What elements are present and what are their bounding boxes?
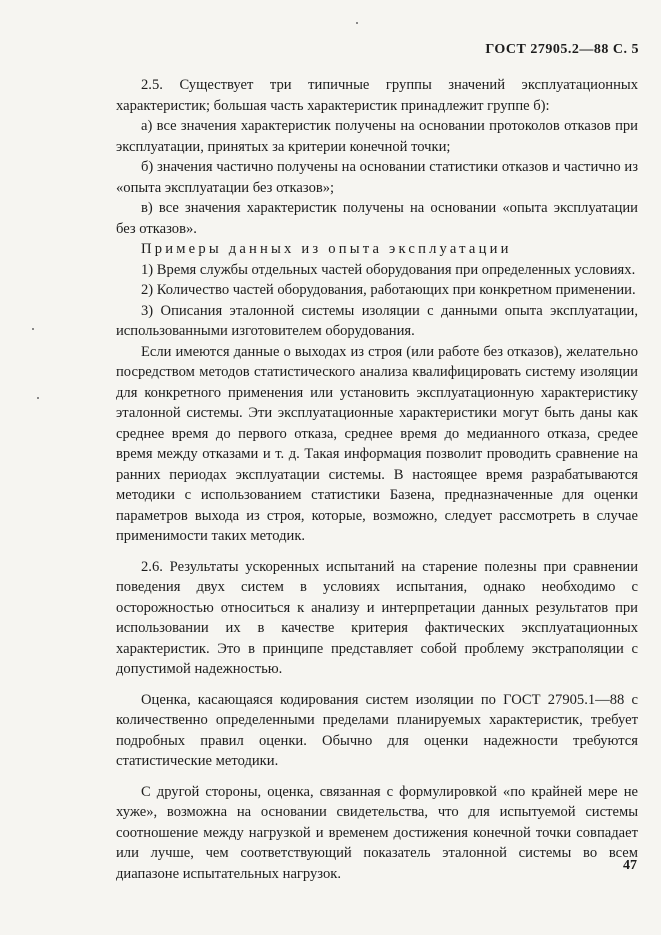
list-item-b: б) значения частично получены на основании статистики отказов и частично из «опыта эксплуатации без отказов»; [116,159,638,196]
paragraph-evaluation: Оценка, касающаяся кодирования систем изоляции по ГОСТ 27905.1—88 с количественно определенными пределами планируемых характеристик, требует подробных правил оценки. Обычно для оценки надежности требуются статистические методики. [116,691,638,769]
list-item-v: в) все значения характеристик получены на основании «опыта эксплуатации без отказов». [116,200,638,237]
paragraph-2-6: 2.6. Результаты ускоренных испытаний на старение полезны при сравнении поведения двух систем в условиях испытания, однако необходимо с осторожностью относиться к анализу и интерпретации данных результатов при использовании их в качестве критерия фактических эксплуатационных характеристик. Это в принципе представляет собой проблему экстраполяции с допустимой надежностью. [116,558,638,677]
scan-speck [32,328,34,330]
examples-heading: Примеры данных из опыта эксплуатации [141,241,512,257]
paragraph-2-5: 2.5. Существует три типичные группы значений эксплуатационных характеристик; большая часть характеристик принадлежит группе б): [116,77,638,114]
page-number: 47 [623,858,637,873]
paragraph-other-side: С другой стороны, оценка, связанная с формулировкой «по крайней мере не хуже», возможна на основании свидетельства, что для испытуемой системы соотношение между нагрузкой и временем достижения конечной точки совпадает или лучше, чем соответствующий показатель эталонной системы во всем диапазоне испытательных нагрузок. [116,783,638,882]
page-header: ГОСТ 27905.2—88 С. 5 [485,42,639,57]
document-body [116,75,638,884]
example-3: 3) Описания эталонной системы изоляции с данными опыта эксплуатации, использованными изготовителем оборудования. [116,302,638,339]
example-1: 1) Время службы отдельных частей оборудования при определенных условиях. [141,261,636,278]
scan-speck [356,22,358,24]
scan-speck [37,397,39,399]
list-item-a: а) все значения характеристик получены на основании протоколов отказов при эксплуатации, принятых за критерии конечной точки; [116,118,638,155]
example-2: 2) Количество частей оборудования, работающих при конкретном применении. [141,282,636,298]
paragraph-failure-data: Если имеются данные о выходах из строя (или работе без отказов), желательно посредством методов статистического анализа квалифицировать систему изоляции для конкретного применения или установить эксплуатационную характеристику эталонной системы. Эти эксплуатационные характеристики могут быть даны как среднее время до первого отказа, среднее время до медианного отказа, средее время между отказами и т. д. Такая информация позволит проводить сравнение на ранних периодах эксплуатации системы. В настоящее время разрабатываются методики с использованием статистики Базена, предназначенные для оценки параметров выхода из строя, которые, возможно, следует рассмотреть в случае применимости таких методик. [116,343,638,544]
